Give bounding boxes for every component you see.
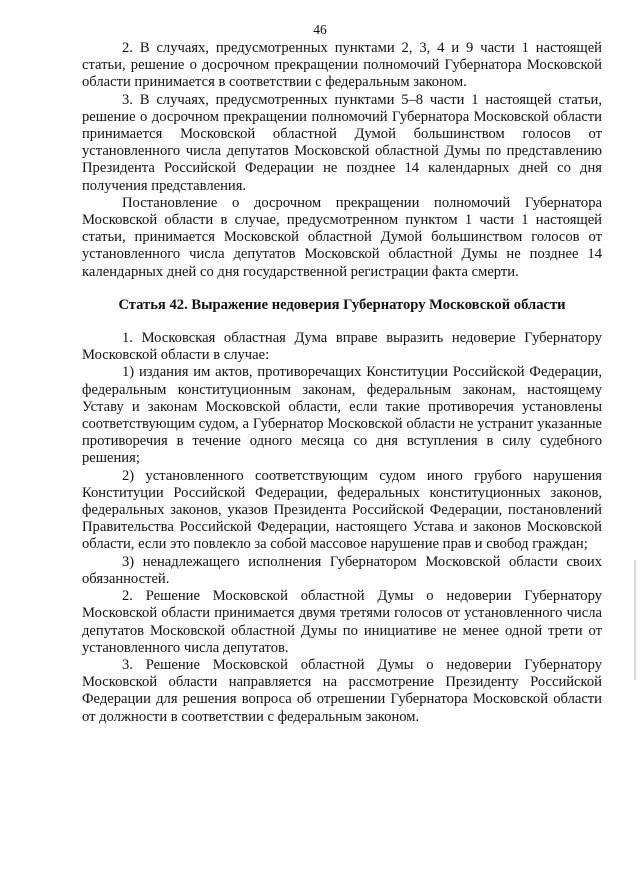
paragraph-article42-part-2: 2. Решение Московской областной Думы о недоверии Губернатору Московской области принимается двумя третями голосов от установленного числа депутатов Московской областной Думы по инициативе не менее одной трети от установленного числа депутатов. [82,588,602,656]
paragraph-article42-item-2: 2) установленного соответствующим судом иного грубого нарушения Конституции Российской Федерации, федеральных конституционных законов, федеральных законов, указов Президента Российской Федерации, постановлений Правительства Российской Федерации, настоящего Устава и законов Московской области, если это повлекло за собой массовое нарушение прав и свобод граждан; [82,467,602,553]
paragraph-part-2: 2. В случаях, предусмотренных пунктами 2, 3, 4 и 9 части 1 настоящей статьи, решение о досрочном прекращении полномочий Губернатора Московской области принимается в соответствии с федеральным законом. [82,40,602,91]
article-heading: Статья 42. Выражение недоверия Губернатору Московской области [118,296,566,313]
paragraph-article42-item-3: 3) ненадлежащего исполнения Губернатором Московской области своих обязанностей. [82,553,602,587]
page-number: 46 [313,22,327,37]
document-body [82,40,602,726]
paragraph-resolution: Постановление о досрочном прекращении полномочий Губернатора Московской области в случае, предусмотренном пунктом 1 части 1 настоящей статьи, принимается Московской областной Думой большинством голосов от установленного числа депутатов Московской областной Думы не позднее 14 календарных дней со дня государственной регистрации факта смерти. [82,194,602,280]
paragraph-part-3: 3. В случаях, предусмотренных пунктами 5–8 части 1 настоящей статьи, решение о досрочном прекращении полномочий Губернатора Московской области принимается Московской областной Думой большинством голосов от установленного числа депутатов Московской областной Думы по представлению Президента Российской Федерации не позднее 14 календарных дней со дня получения представления. [82,91,602,194]
paragraph-article42-part-1: 1. Московская областная Дума вправе выразить недоверие Губернатору Московской области в случае: [82,330,602,364]
scan-edge-mark [634,560,636,680]
paragraph-article42-part-3: 3. Решение Московской областной Думы о недоверии Губернатору Московской области направляется на рассмотрение Президенту Российской Федерации для решения вопроса об отрешении Губернатора Московской области от должности в соответствии с федеральным законом. [82,656,602,725]
paragraph-article42-item-1: 1) издания им актов, противоречащих Конституции Российской Федерации, федеральным конституционным законам, федеральным законам, настоящему Уставу и законам Московской области, если такие противоречия установлены соответствующим судом, а Губернатор Московской области не устранит указанные противоречия в течение одного месяца со дня вступления в силу судебного решения; [82,364,602,467]
